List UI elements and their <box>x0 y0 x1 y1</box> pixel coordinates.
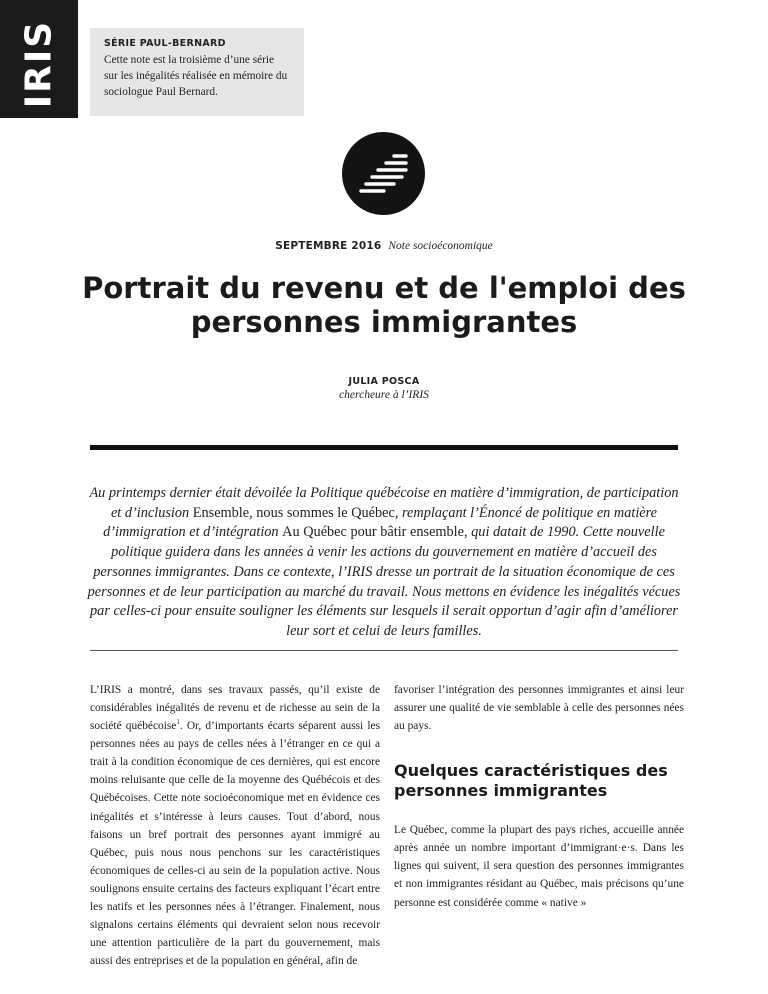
abstract-policy-title: Ensemble, nous sommes le Québec <box>192 504 395 521</box>
series-text: Cette note est la troisième d’une série sur les inégalités réalisée en mémoire du sociologue Paul Bernard. <box>104 54 288 99</box>
intro-text-b: . Or, d’importants écarts séparent aussi les personnes nées au pays de celles nées à l’étranger en ce qui a trait à la condition économique de ces dernières, qui est encore moins reluisante que celle de la moyenne des Québécois et des Québécoises. Cette note socioéconomique met en évidence ces inégalités et s’intéresse à leurs causes. Tout d’abord, nous faisons un bref portrait des personnes ayant immigré au Québec, puis nous nous penchons sur les caractéristiques économiques de celles-ci au sein de la population active. Nous soulignons ensuite certains des facteurs expliquant l’écart entre les natifs et les personnes nées à l’étranger. Finalement, nous signalons certains éléments qui devraient selon nous recevoir une attention particulière de la part du gouvernement, mais aussi des entreprises et de la population en général, afin de <box>90 720 381 968</box>
series-box <box>90 28 304 116</box>
author-name: JULIA POSCA <box>348 376 420 387</box>
abstract <box>84 484 684 642</box>
intro-paragraph-continued: favoriser l’intégration des personnes immigrantes et ainsi leur assurer une qualité de vie semblable à celle des personnes nées au pays. <box>394 684 684 733</box>
intro-text-a: L’IRIS a montré, dans ses travaux passés, qu’il existe de considérables inégalités de revenu et de richesse au sein de la société québécoise <box>90 684 380 733</box>
body-column-right <box>394 681 684 912</box>
author-block <box>0 376 768 401</box>
intro-paragraph <box>90 681 380 970</box>
section-heading: Quelques caractéristiques des personnes immigrantes <box>394 761 668 801</box>
footnote-ref[interactable]: 1 <box>176 718 180 727</box>
abstract-text-1: Au printemps dernier était dévoilée la Politique québécoise en matière d’immigration, de participation et d’inclusion <box>89 485 679 521</box>
publication-type: Note socioéconomique <box>388 240 493 252</box>
brand-logo-text: IRIS <box>18 19 60 108</box>
abstract-text-3: , qui datait de 1990. Cette nouvelle politique guidera dans les années à venir les actions du gouvernement en matière d’accueil des personnes immigrantes. Dans ce contexte, l’IRIS dresse un portrait de la situation économique de ces personnes et de leur participation au marché du travail. Nous mettons en évidence les inégalités vécues par celles-ci pour ensuite souligner les éléments sur lesquels il serait opportun d’agir afin d’améliorer leur sort et celui de leurs familles. <box>87 524 681 640</box>
iris-emblem-icon <box>342 132 425 215</box>
abstract-former-policy-title: Au Québec pour bâtir ensemble <box>282 524 464 541</box>
thin-divider <box>90 650 678 651</box>
body-column-left <box>90 681 380 970</box>
brand-bar <box>0 0 78 118</box>
section-paragraph: Le Québec, comme la plupart des pays riches, accueille année après année un nombre important d’immigrant·e·s. Dans les lignes qui suivent, il sera question des personnes immigrantes et non immigrantes résidant au Québec, mais précisons qu’une personne est considérée comme « native » <box>394 824 684 909</box>
abstract-text-2: , remplaçant l’Énoncé de politique en matière d’immigration et d’intégration <box>103 504 658 541</box>
publication-date: SEPTEMBRE 2016 <box>275 240 382 252</box>
page-title: Portrait du revenu et de l'emploi des personnes immigrantes <box>82 271 686 339</box>
series-label: SÉRIE PAUL-BERNARD <box>104 38 226 49</box>
dateline <box>0 238 768 253</box>
author-role: chercheure à l’IRIS <box>339 389 429 401</box>
thick-divider <box>90 445 678 450</box>
